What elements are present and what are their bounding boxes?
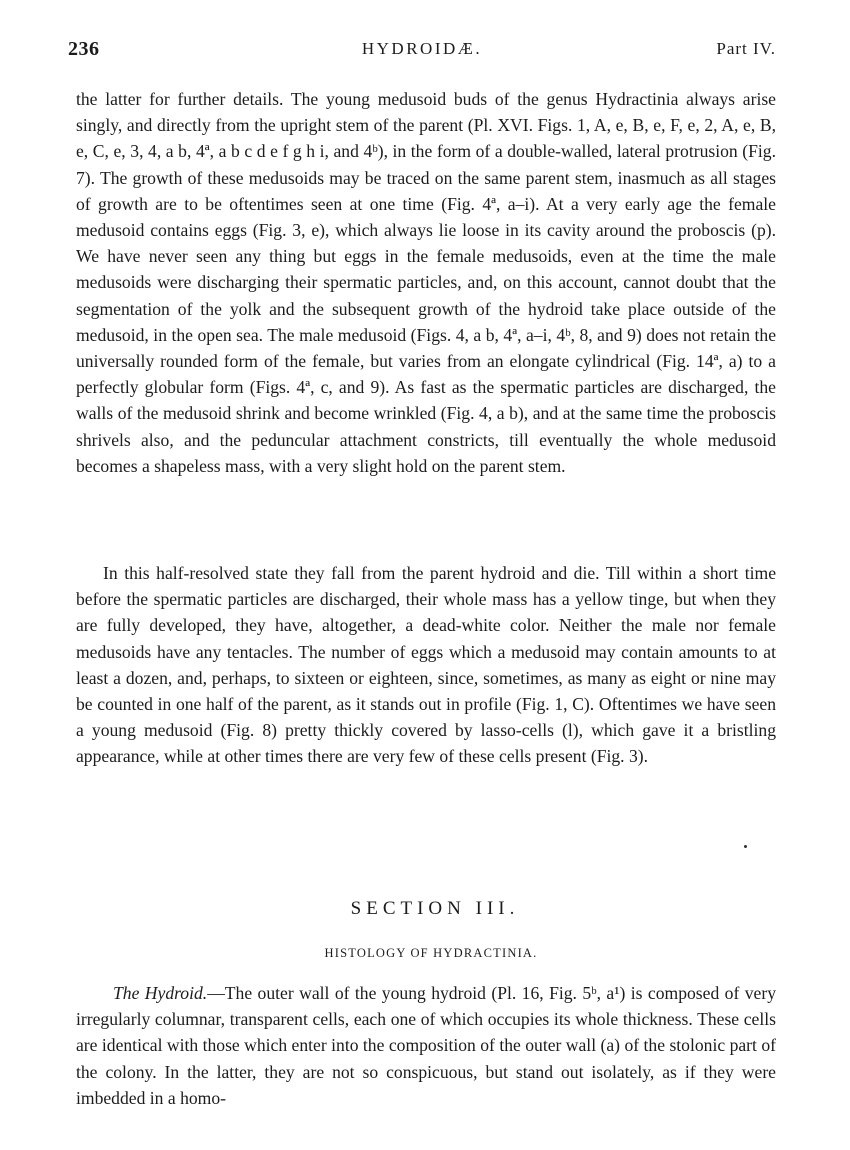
paragraph-1-text: the latter for further details. The young medusoid buds of the genus Hydractinia always arise singly, and directly from the upright stem of the parent (Pl. XVI. Figs. 1, A, e, B, e, F, e, 2, A, e, B, e, C, e, 3, 4, a b, 4ª, a b c d e f g h i, and 4ᵇ), in the form of a double-walled, lateral protrusion (Fig. 7). The growth of these medusoids may be traced on the same parent stem, inasmuch as all stages of growth are to be oftentimes seen at one time (Fig. 4ª, a–i). At a very early age the female medusoid contains eggs (Fig. 3, e), which always lie loose in its cavity around the proboscis (p). We have never seen any thing but eggs in the female medusoids, even at the time the male medusoids were discharging their spermatic particles, and, on this account, cannot doubt that the segmentation of the yolk and the subsequent growth of the hydroid take place outside of the medusoid, in the open sea. The male medusoid (Figs. 4, a b, 4ª, a–i, 4ᵇ, 8, and 9) does not retain the universally rounded form of the female, but varies from an elongate cylindrical (Fig. 14ª, a) to a perfectly globular form (Figs. 4ª, c, and 9). As fast as the spermatic particles are discharged, the walls of the medusoid shrink and become wrinkled (Fig. 4, a b), and at the same time the proboscis shrivels also, and the peduncular attachment constricts, till eventually the whole medusoid becomes a shapeless mass, with a very slight hold on the parent stem.: [76, 89, 776, 476]
paragraph-3-text: [76, 980, 776, 1111]
page-number: 236: [68, 38, 100, 60]
run-in-heading: The Hydroid.: [113, 983, 208, 1003]
paragraph-1: [76, 86, 776, 479]
paragraph-3: [76, 980, 776, 1111]
paragraph-3-body: —The outer wall of the young hydroid (Pl. 16, Fig. 5ᵇ, a¹) is composed of very irregularly columnar, transparent cells, each one of which occupies its whole thickness. These cells are identical with those which enter into the composition of the outer wall (a) of the stolonic part of the colony. In the latter, they are not so conspicuous, but stand out isolately, as if they were imbedded in a homo-: [76, 983, 777, 1108]
paragraph-2: [76, 560, 776, 770]
section-subheading: HISTOLOGY OF HYDRACTINIA.: [324, 946, 538, 960]
page-header: [68, 38, 776, 68]
paragraph-2-text: In this half-resolved state they fall from the parent hydroid and die. Till within a short time before the spermatic particles are discharged, their whole mass has a yellow tinge, but when they are fully developed, they have, altogether, a dead-white color. Neither the male nor female medusoids have any tentacles. The number of eggs which a medusoid may contain amounts to at least a dozen, and, perhaps, to sixteen or eighteen, since, sometimes, as many as eight or nine may be counted in one half of the parent, as it stands out in profile (Fig. 1, C). Oftentimes we have seen a young medusoid (Fig. 8) pretty thickly covered by lasso-cells (l), which gave it a bristling appearance, while at other times there are very few of these cells present (Fig. 3).: [76, 563, 776, 767]
part-label: Part IV.: [716, 39, 776, 58]
section-heading: SECTION III.: [350, 898, 520, 919]
print-speck: [744, 845, 747, 848]
running-title: HYDROIDÆ.: [361, 39, 483, 58]
